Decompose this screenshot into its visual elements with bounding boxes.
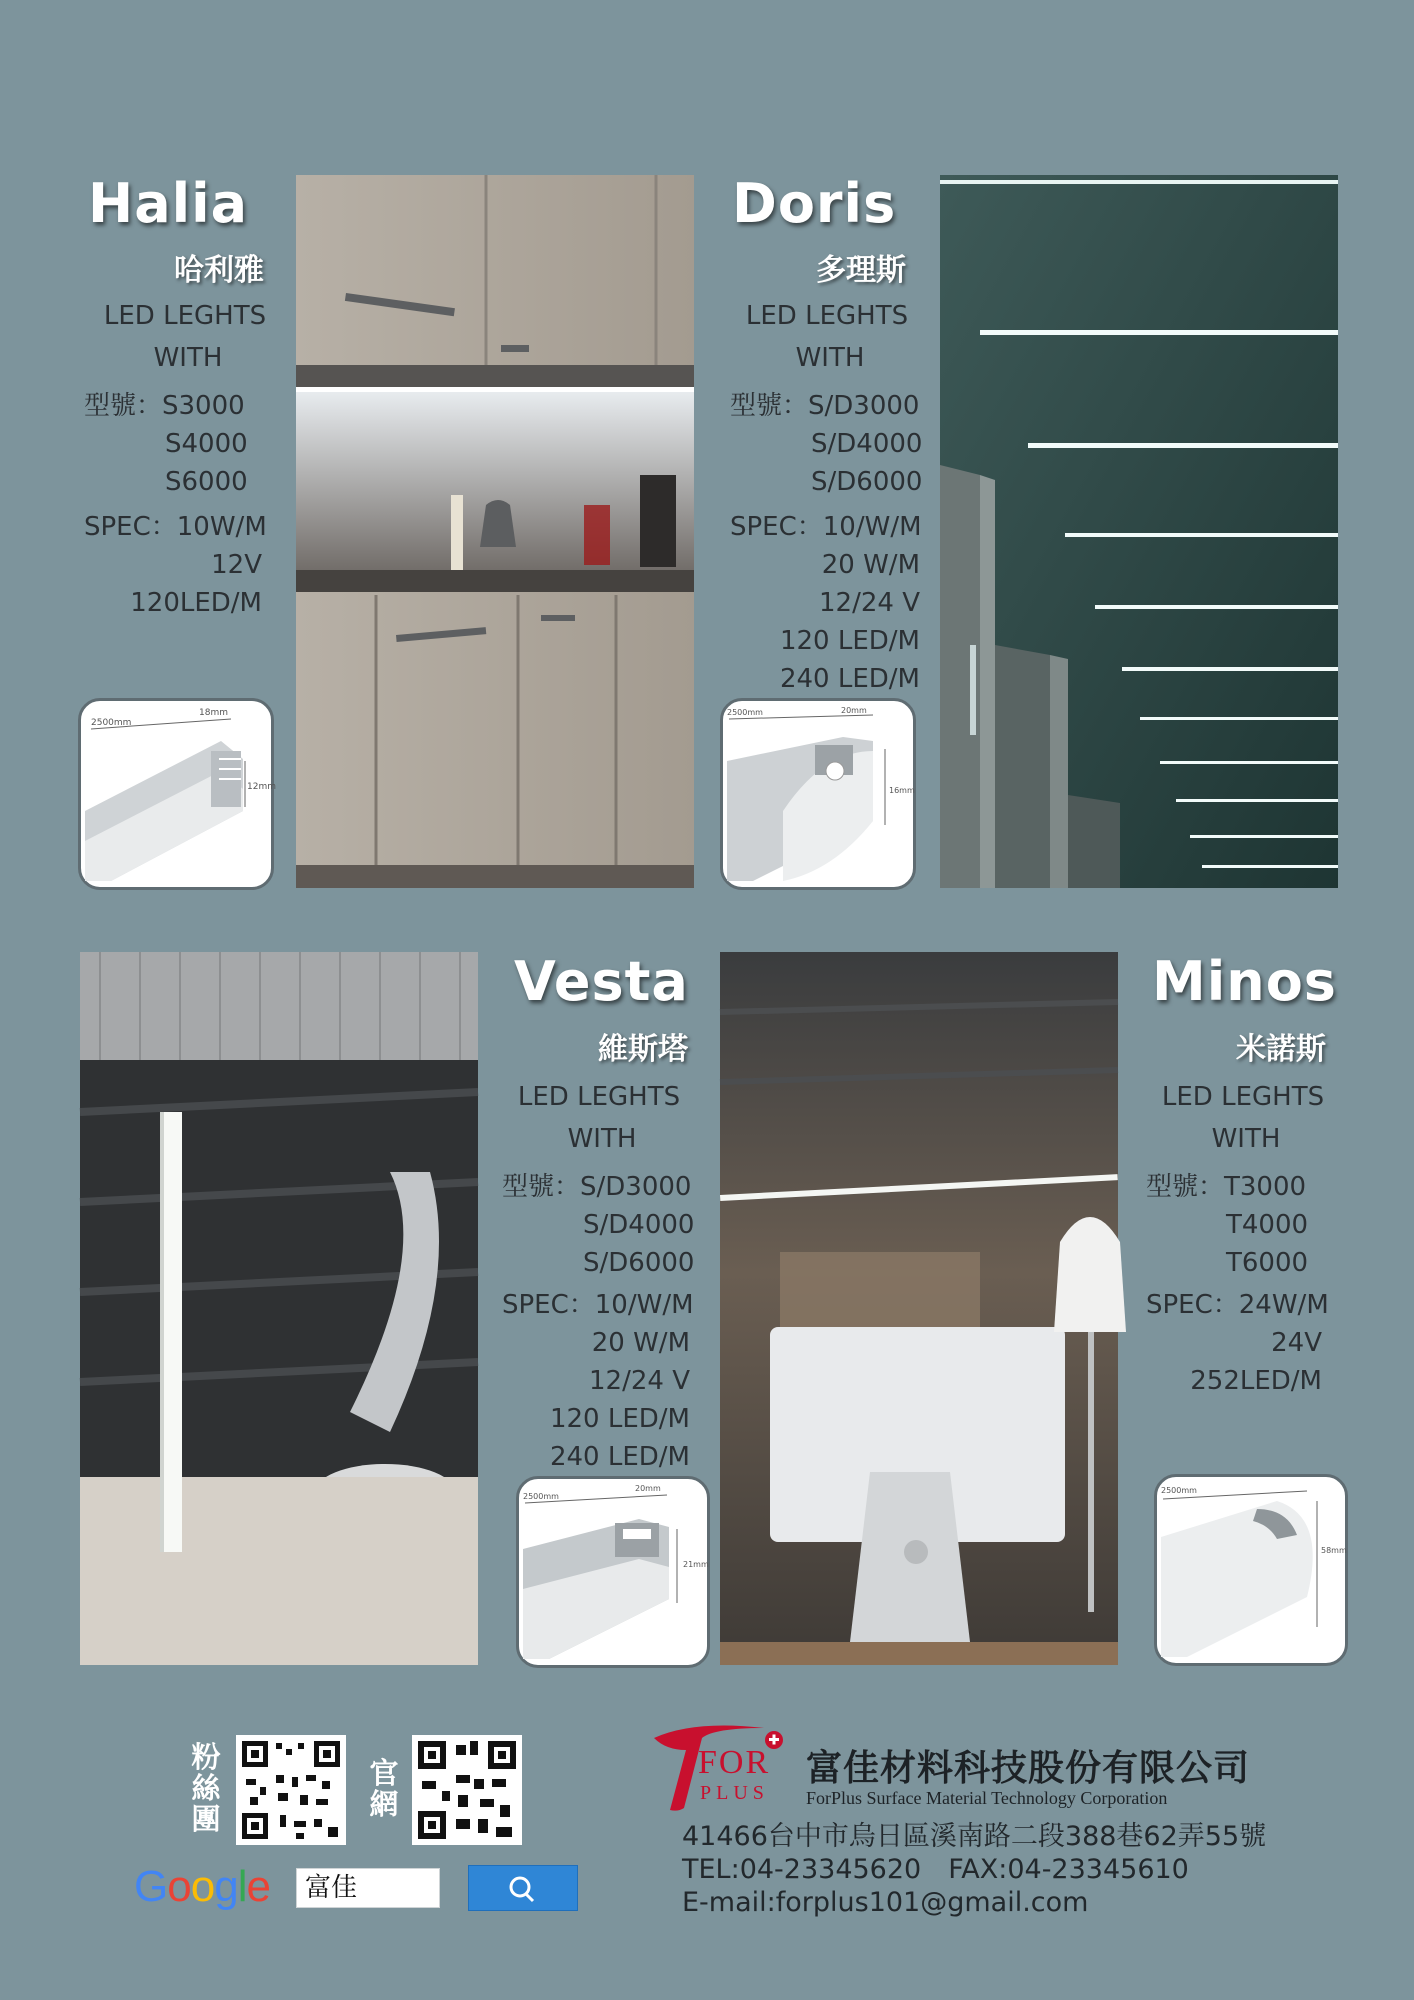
- halia-model-line: S6000: [165, 467, 248, 497]
- doris-desc2: WITH: [795, 343, 865, 373]
- vesta-cn-name: 維斯塔: [598, 1032, 688, 1067]
- minos-model-line: T6000: [1226, 1248, 1309, 1278]
- minos-profile-drawing: [1154, 1474, 1348, 1666]
- doris-dim-label: 20mm: [841, 706, 867, 715]
- doris-title: Doris: [732, 172, 897, 235]
- halia-kitchen-photo: [296, 175, 694, 888]
- fans-page-label: 粉絲團: [191, 1740, 221, 1836]
- company-name-en: ForPlus Surface Material Technology Corporation: [806, 1788, 1168, 1808]
- google-logo: [134, 1862, 270, 1912]
- halia-dim-label: 2500mm: [91, 718, 132, 728]
- vesta-title: Vesta: [514, 950, 689, 1013]
- doris-dim-label: 16mm: [889, 786, 915, 795]
- halia-spec-line: SPEC：10W/M: [84, 512, 267, 542]
- google-letter: o: [190, 1862, 215, 1911]
- official-site-label: 官網: [369, 1756, 399, 1821]
- vesta-model-line: S/D4000: [583, 1210, 695, 1240]
- logo-for-text: FOR: [698, 1744, 771, 1781]
- company-name-cn: 富佳材料科技股份有限公司: [806, 1747, 1251, 1789]
- minos-spec-line: 252LED/M: [1190, 1366, 1322, 1396]
- vesta-spec-line: 240 LED/M: [549, 1442, 690, 1472]
- minos-desc2: WITH: [1211, 1124, 1281, 1154]
- doris-dim-label: 2500mm: [727, 708, 763, 717]
- google-letter: G: [134, 1862, 168, 1911]
- vesta-spec-line: 12/24 V: [589, 1366, 690, 1396]
- minos-cn-name: 米諾斯: [1236, 1032, 1326, 1067]
- vesta-model-line: S/D6000: [583, 1248, 695, 1278]
- doris-spec-line: 120 LED/M: [779, 626, 920, 656]
- doris-spec-line: 20 W/M: [821, 550, 920, 580]
- google-letter: l: [237, 1862, 247, 1911]
- doris-ceiling-photo: [940, 175, 1338, 888]
- official-site-qr-code[interactable]: [412, 1735, 522, 1845]
- vesta-dim-label: 21mm: [683, 1560, 709, 1569]
- google-letter: g: [214, 1862, 238, 1911]
- halia-desc1: LED LEGHTS: [103, 301, 267, 331]
- vesta-desc1: LED LEGHTS: [517, 1082, 681, 1112]
- google-search-button[interactable]: [468, 1865, 578, 1911]
- halia-dim-label: 12mm: [247, 782, 276, 792]
- halia-title: Halia: [88, 172, 249, 235]
- vesta-spec-line: SPEC：10/W/M: [502, 1290, 694, 1320]
- doris-model-line: S/D4000: [811, 429, 923, 459]
- vesta-model-line: 型號：S/D3000: [502, 1172, 692, 1202]
- vesta-industrial-photo: [80, 952, 478, 1665]
- minos-spec-line: 24V: [1271, 1328, 1322, 1358]
- halia-dim-label: 18mm: [199, 708, 228, 718]
- halia-profile-drawing: [78, 698, 274, 890]
- vesta-dim-label: 20mm: [635, 1484, 661, 1493]
- minos-model-line: 型號：T3000: [1146, 1172, 1307, 1202]
- google-letter: e: [246, 1862, 270, 1911]
- halia-model-line: S4000: [165, 429, 248, 459]
- search-input-value: 富佳: [305, 1873, 358, 1903]
- doris-model-line: 型號：S/D3000: [730, 391, 920, 421]
- company-address: 41466台中市烏日區溪南路二段388巷62弄55號: [682, 1821, 1267, 1852]
- vesta-desc2: WITH: [567, 1124, 637, 1154]
- minos-dim-label: 2500mm: [1161, 1486, 1197, 1495]
- minos-office-photo: [720, 952, 1118, 1665]
- vesta-dim-label: 2500mm: [523, 1492, 559, 1501]
- company-email[interactable]: E-mail:forplus101@gmail.com: [682, 1887, 1089, 1918]
- google-search-input[interactable]: [296, 1868, 440, 1908]
- doris-spec-line: 12/24 V: [819, 588, 920, 618]
- search-icon: [469, 1866, 579, 1912]
- minos-spec-line: SPEC：24W/M: [1146, 1290, 1329, 1320]
- minos-title: Minos: [1152, 950, 1337, 1013]
- google-letter: o: [167, 1862, 191, 1911]
- halia-spec-line: 120LED/M: [130, 588, 262, 618]
- halia-model-line: 型號：S3000: [84, 391, 245, 421]
- halia-cn-name: 哈利雅: [174, 253, 264, 288]
- logo-plus-text: PLUS: [700, 1782, 769, 1804]
- vesta-spec-line: 20 W/M: [591, 1328, 690, 1358]
- halia-desc2: WITH: [153, 343, 223, 373]
- minos-model-line: T4000: [1226, 1210, 1309, 1240]
- minos-desc1: LED LEGHTS: [1161, 1082, 1325, 1112]
- fans-page-qr-code[interactable]: [236, 1735, 346, 1845]
- doris-cn-name: 多理斯: [816, 253, 906, 288]
- doris-model-line: S/D6000: [811, 467, 923, 497]
- halia-spec-line: 12V: [211, 550, 262, 580]
- vesta-profile-drawing: [516, 1476, 710, 1668]
- company-tel-fax: TEL:04-23345620 FAX:04-23345610: [682, 1854, 1189, 1885]
- doris-desc1: LED LEGHTS: [745, 301, 909, 331]
- doris-profile-drawing: [720, 698, 916, 890]
- minos-dim-label: 58mm: [1321, 1546, 1347, 1555]
- doris-spec-line: SPEC：10/W/M: [730, 512, 922, 542]
- doris-spec-line: 240 LED/M: [779, 664, 920, 694]
- vesta-spec-line: 120 LED/M: [549, 1404, 690, 1434]
